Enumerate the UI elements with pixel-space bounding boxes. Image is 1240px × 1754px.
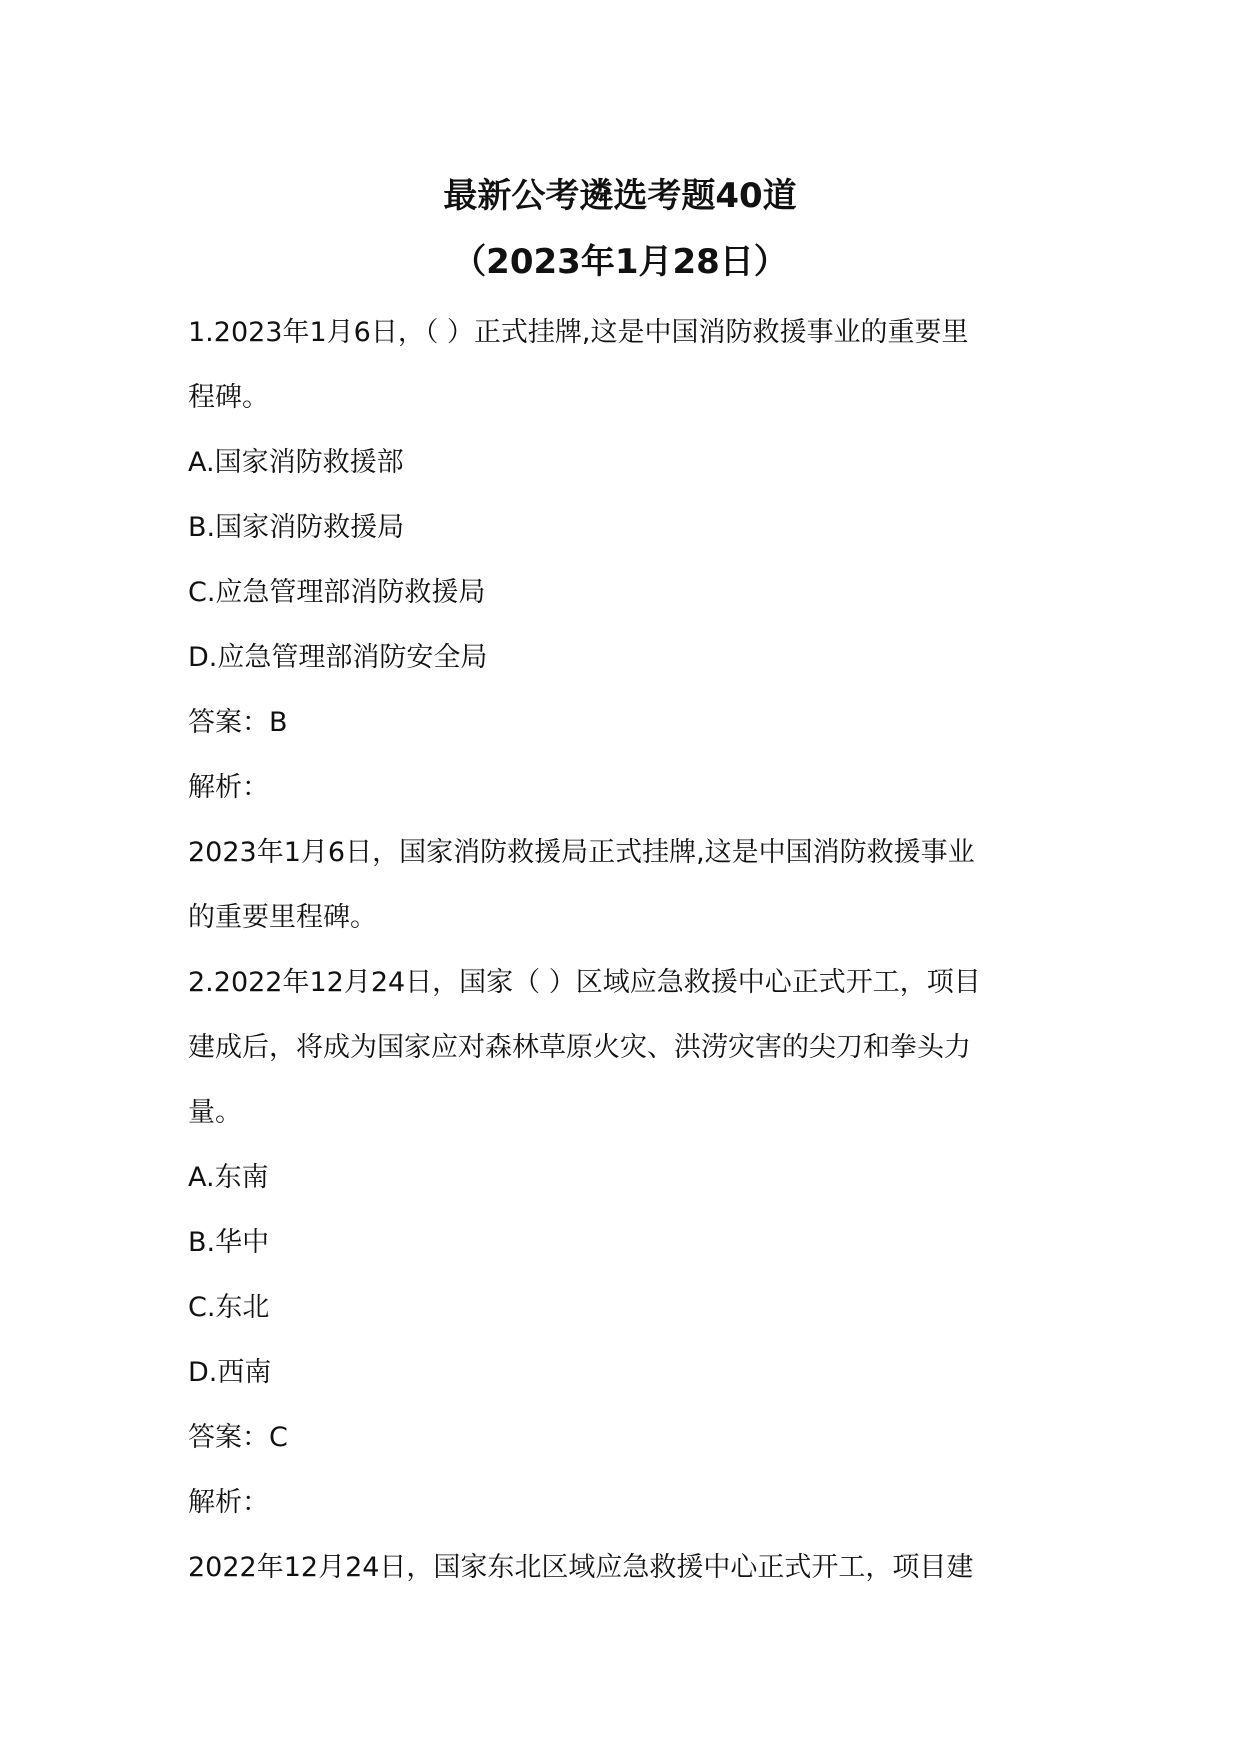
q1-stem-line-2: 程碑。 — [188, 382, 269, 413]
q1-option-d: D.应急管理部消防安全局 — [188, 642, 488, 673]
q2-analysis-line-1: 2022年12月24日，国家东北区域应急救援中心正式开工，项目建 — [188, 1552, 974, 1583]
document-title: 最新公考遴选考题40道 — [443, 176, 797, 216]
q2-option-a: A.东南 — [188, 1162, 269, 1193]
document-date-subtitle: （2023年1月28日） — [452, 242, 788, 282]
q2-stem-line-2: 建成后，将成为国家应对森林草原火灾、洪涝灾害的尖刀和拳头力 — [188, 1032, 971, 1063]
q1-option-b: B.国家消防救援局 — [188, 512, 405, 543]
q2-option-c: C.东北 — [188, 1292, 270, 1323]
q1-answer: 答案：B — [188, 707, 288, 738]
q1-option-a: A.国家消防救援部 — [188, 447, 404, 478]
q1-analysis-label: 解析： — [188, 772, 269, 803]
q1-analysis-line-2: 的重要里程碑。 — [188, 902, 377, 933]
q2-analysis-label: 解析： — [188, 1487, 269, 1518]
q1-analysis-line-1: 2023年1月6日，国家消防救援局正式挂牌,这是中国消防救援事业 — [188, 837, 975, 868]
q2-stem-line-1: 2.2022年12月24日，国家（ ）区域应急救援中心正式开工，项目 — [188, 967, 981, 998]
q2-stem-line-3: 量。 — [188, 1097, 242, 1128]
q2-option-b: B.华中 — [188, 1227, 270, 1258]
document-body — [188, 300, 1068, 1600]
q2-answer: 答案：C — [188, 1422, 288, 1453]
q1-stem-line-1: 1.2023年1月6日，（ ）正式挂牌,这是中国消防救援事业的重要里 — [188, 317, 969, 348]
q1-option-c: C.应急管理部消防救援局 — [188, 577, 486, 608]
q2-option-d: D.西南 — [188, 1357, 272, 1388]
